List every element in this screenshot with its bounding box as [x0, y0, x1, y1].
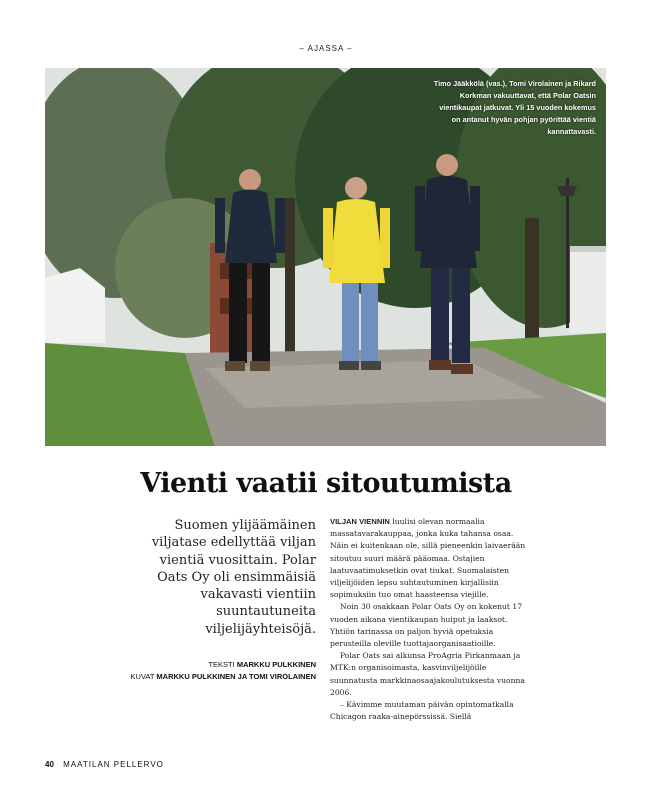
article-photo — [45, 68, 606, 446]
body-paragraph-1 — [330, 516, 526, 601]
publication-name: MAATILAN PELLERVO — [63, 760, 164, 769]
credits — [100, 659, 316, 683]
photo-caption: Timo Jääkkölä (vas.), Tomi Virolainen ja Rikard Korkman vakuuttavat, että Polar Oatsin vientikaupat jatkuvat. Yli 15 vuoden kokemus on antanut hyvän pohjan pyörittää vientiä kannattavasti. — [433, 79, 596, 136]
body-paragraph-2: Noin 30 osakkaan Polar Oats Oy on kokenut 17 vuoden aikana vientikaupan huiput ja laaksot. Yhtiön tarinassa on paljon hyviä opetuksia perusteilla oleville tuottajaorganisaatioille. — [330, 602, 523, 649]
text-credit-name: MARKKU PULKKINEN — [236, 660, 316, 669]
section-label: – AJASSA – — [299, 44, 353, 53]
headline: Vienti vaatii sitoutumista — [140, 468, 512, 499]
body-paragraph-3: Polar Oats sai alkunsa ProAgria Pirkanmaan ja MTK:n organisoimasta, kasvinviljelijöille suunnatusta markkinaosaajakoulutuksesta vuonna 2006. — [330, 651, 525, 697]
photo-credit — [100, 671, 316, 683]
lead-in: VILJAN VIENNIN — [330, 517, 390, 526]
body-column — [330, 516, 526, 723]
folio — [45, 760, 164, 769]
text-credit-label: TEKSTI — [208, 660, 235, 669]
body-paragraph-4: – Kävimme muutaman päivän opintomatkalla Chicagon raaka-ainepörssissä. Siellä — [330, 700, 514, 722]
lead-paragraph: Suomen ylijäämäinen viljatase edellyttää viljan vientiä vuosittain. Polar Oats Oy oli ensimmäisiä vakavasti vientiin suuntautuneita viljelijäyhteisöjä. — [151, 518, 316, 637]
body-paragraph-1-text: luulisi olevan normaalia massatavarakauppaa, jonka kuka tahansa osaa. Näin ei kuitenkaan ole, sillä pieneenkin laivaerään sitoutuu suuri määrä pääomaa. Ostajien laatuvaatimuksetkin ovat tiukat. Suomalaisten viljelijöiden lepsu suhtautuminen kirjallisiin sopimuksiin tuo omat haasteensa viejille. — [330, 517, 526, 600]
text-credit — [100, 659, 316, 671]
photo-credit-label: KUVAT — [130, 672, 155, 681]
page-number: 40 — [45, 760, 54, 769]
photo-credit-name: MARKKU PULKKINEN JA TOMI VIROLAINEN — [156, 672, 316, 681]
